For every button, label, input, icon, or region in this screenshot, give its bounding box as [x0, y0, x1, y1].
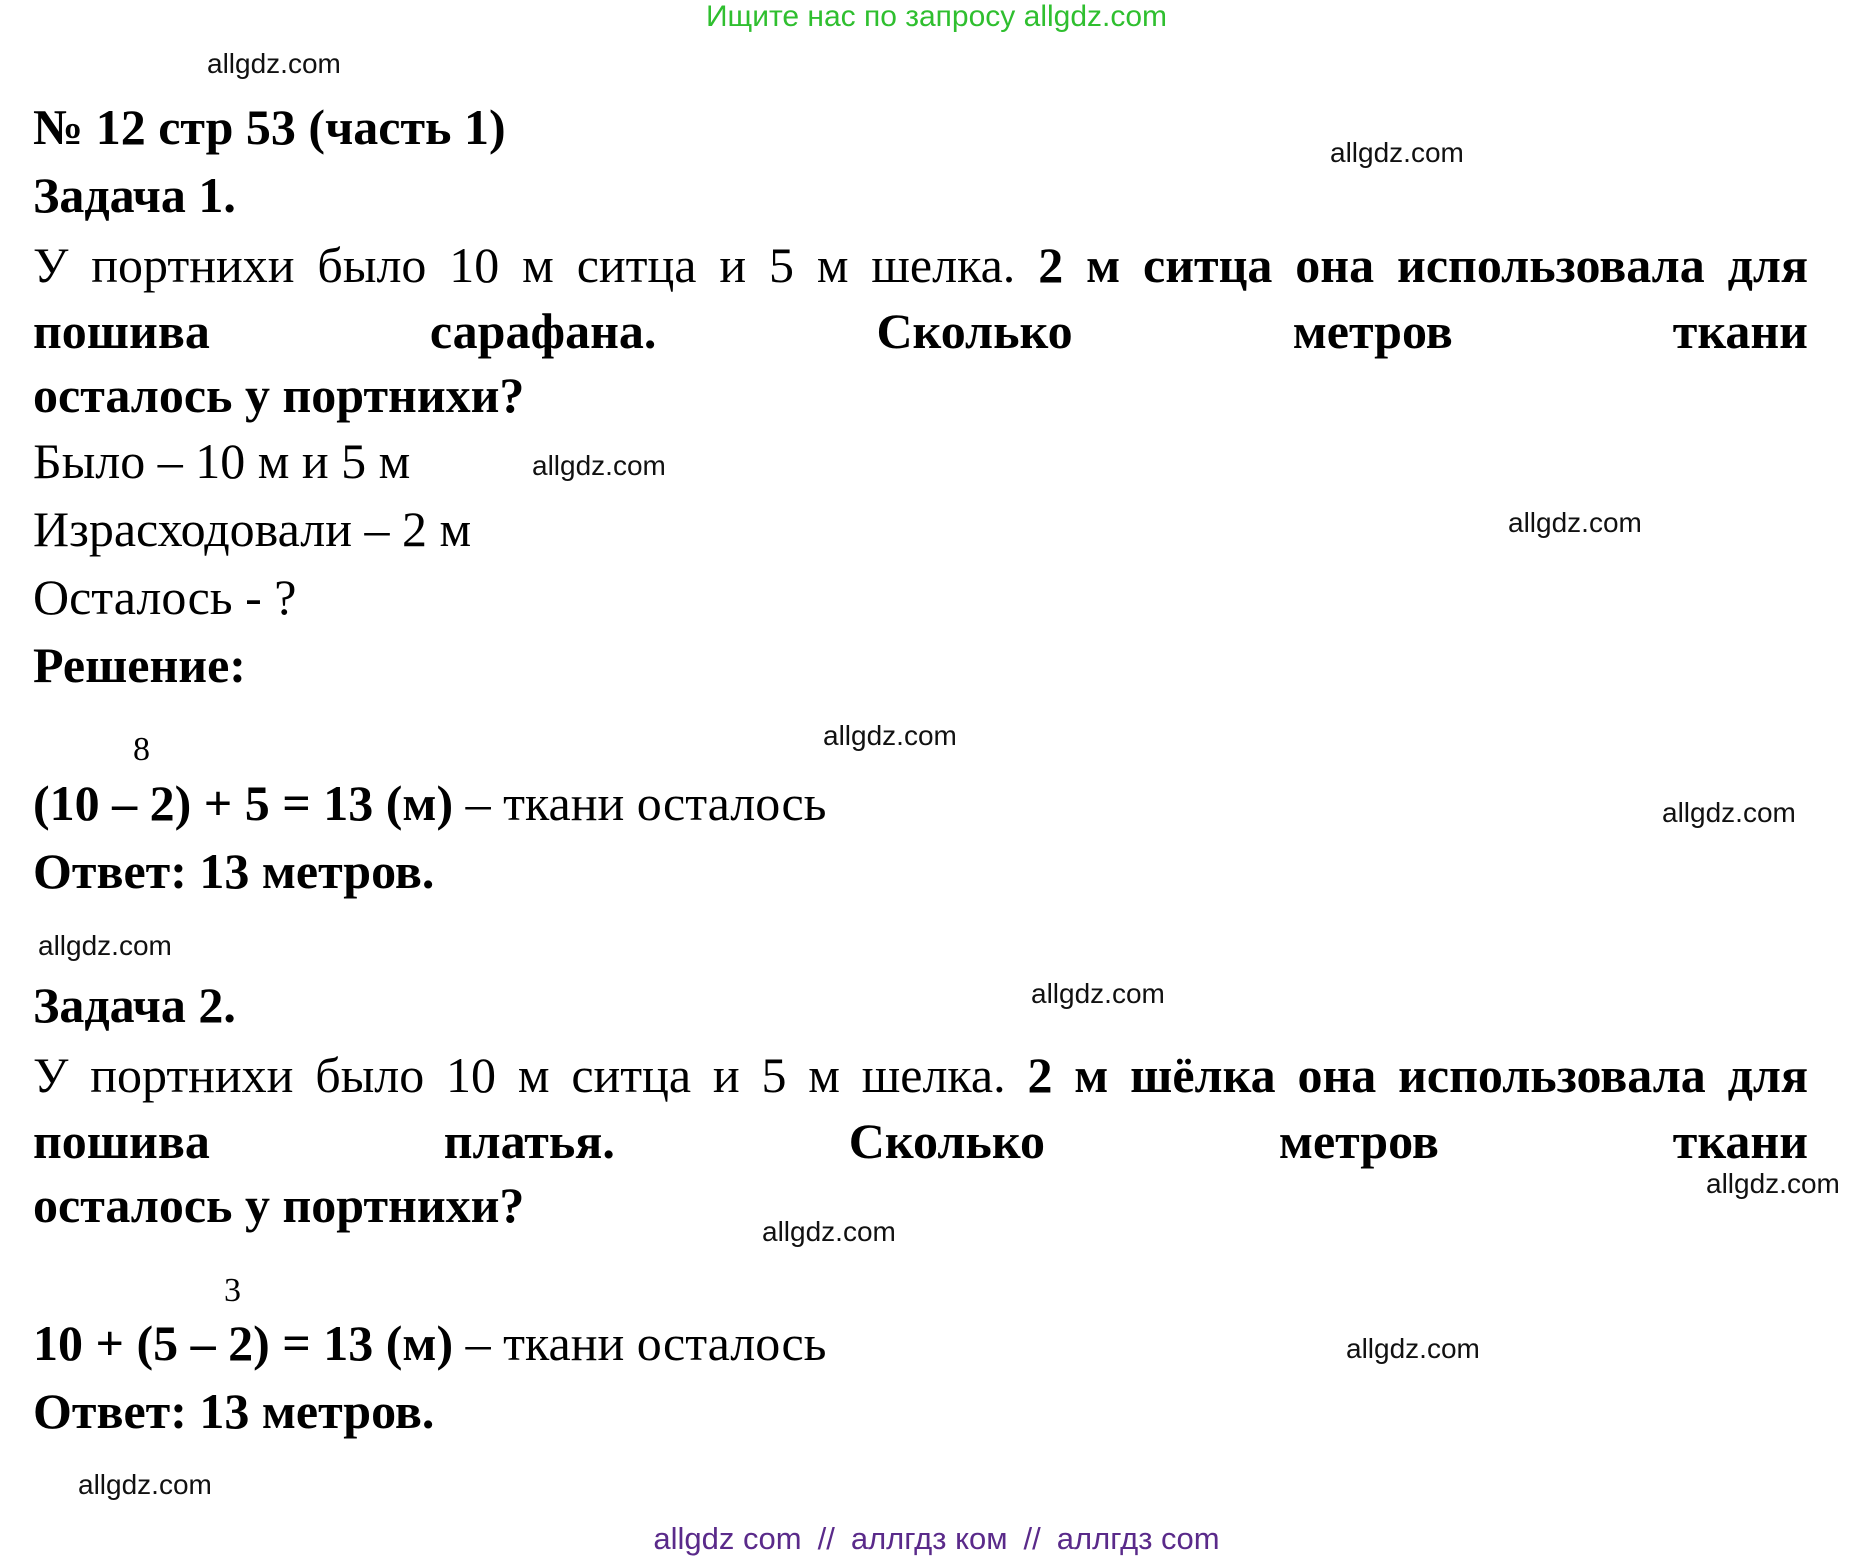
task2-condition-bold-b: использовала для пошива платья. Сколько метров ткани [33, 1047, 1809, 1169]
footer-separator: // [817, 1521, 835, 1556]
task2-expression: 10 + (5 – 2) = 13 (м) [33, 1315, 454, 1371]
watermark: allgdz.com [532, 450, 666, 481]
task1-given-3: Осталось - ? [33, 569, 297, 625]
watermark: allgdz.com [1508, 507, 1642, 538]
task2-condition-end: осталось у портнихи? [33, 1177, 525, 1233]
task1-condition-bold-a: 2 м ситца она [1038, 237, 1375, 293]
task2-condition-bold-a: 2 м шёлка она [1027, 1047, 1377, 1103]
task2-answer: Ответ: 13 метров. [33, 1383, 435, 1439]
task2-heading: Задача 2. [33, 977, 236, 1033]
watermark: allgdz.com [1330, 137, 1464, 168]
task1-expression-note: – ткани осталось [453, 775, 827, 831]
task1-given-1: Было – 10 м и 5 м [33, 433, 411, 489]
watermark: allgdz.com [1706, 1168, 1840, 1199]
task2-condition-regular: У портнихи было 10 м ситца и 5 м шелка. [33, 1047, 1006, 1103]
task1-condition-regular: У портнихи было 10 м ситца и 5 м шелка. [33, 237, 1016, 293]
task1-condition-bold-b: использовала для пошива сарафана. Сколько метров ткани [33, 237, 1809, 359]
page-title: № 12 стр 53 (часть 1) [33, 99, 506, 155]
task1-condition [33, 232, 1808, 364]
footer-link-2[interactable]: аллгдз ком [850, 1521, 1008, 1556]
task1-given-2: Израсходовали – 2 м [33, 501, 472, 557]
task1-expression-line [33, 774, 826, 832]
top-banner[interactable]: Ищите нас по запросу allgdz.com [705, 0, 1168, 33]
task1-answer: Ответ: 13 метров. [33, 843, 435, 899]
footer-links [0, 1521, 1873, 1557]
task2-expression-note: – ткани осталось [453, 1315, 827, 1371]
task1-expression: (10 – 2) + 5 = 13 (м) [33, 775, 454, 831]
watermark: allgdz.com [1346, 1333, 1480, 1364]
footer-link-3[interactable]: аллгдз com [1056, 1521, 1220, 1556]
watermark: allgdz.com [1662, 797, 1796, 828]
watermark: allgdz.com [823, 720, 957, 751]
watermark: allgdz.com [1031, 978, 1165, 1009]
task2-intermediate-result: 3 [224, 1272, 241, 1309]
task2-condition [33, 1042, 1808, 1174]
task1-intermediate-result: 8 [133, 731, 150, 768]
footer-separator: // [1023, 1521, 1041, 1556]
task1-heading: Задача 1. [33, 167, 236, 223]
task1-condition-end: осталось у портнихи? [33, 367, 525, 423]
watermark: allgdz.com [207, 48, 341, 79]
task2-expression-line [33, 1314, 826, 1372]
watermark: allgdz.com [762, 1216, 896, 1247]
task1-solution-heading: Решение: [33, 637, 246, 693]
watermark: allgdz.com [38, 930, 172, 961]
watermark: allgdz.com [78, 1469, 212, 1500]
footer-link-1[interactable]: allgdz com [653, 1521, 802, 1556]
